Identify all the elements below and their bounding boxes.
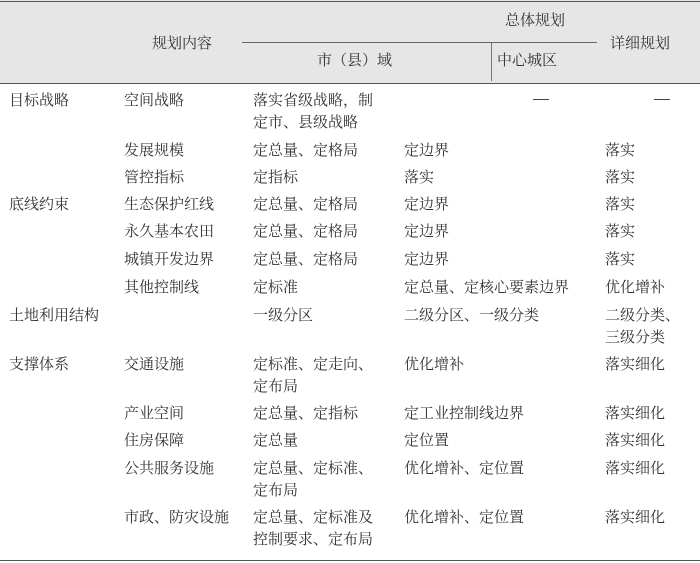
item-label: 交通设施: [124, 355, 185, 373]
city-cell: 定总量: [253, 431, 299, 449]
city-cell-line2: 定布局: [253, 481, 299, 499]
center-cell: 定边界: [404, 195, 450, 213]
header-detailed-plan: 详细规划: [610, 34, 671, 52]
center-cell: 定工业控制线边界: [404, 404, 525, 422]
city-cell: 定标准: [253, 278, 299, 296]
detail-cell: 二级分类、: [605, 306, 681, 324]
city-cell-line2: 控制要求、定布局: [253, 530, 374, 548]
city-cell: 定标准、定走向、: [253, 355, 374, 373]
center-cell: 定位置: [404, 431, 450, 449]
item-label: 市政、防灾设施: [124, 508, 230, 526]
detail-cell: 落实: [605, 195, 636, 213]
item-label: 管控指标: [124, 168, 185, 186]
detail-cell: 落实: [605, 141, 636, 159]
detail-cell-dash: [654, 99, 670, 100]
center-cell: 定边界: [404, 222, 450, 240]
item-label: 空间战略: [124, 91, 185, 109]
center-cell: 定总量、定核心要素边界: [404, 278, 570, 296]
group-label: 支撑体系: [9, 355, 70, 373]
header-rule: [0, 83, 700, 84]
center-cell-dash: [533, 99, 549, 100]
city-cell: 定总量、定格局: [253, 195, 359, 213]
item-label: 住房保障: [124, 431, 185, 449]
detail-cell: 落实: [605, 222, 636, 240]
detail-cell: 落实细化: [605, 431, 666, 449]
city-cell: 定总量、定标准及: [253, 508, 374, 526]
item-label: 产业空间: [124, 404, 185, 422]
group-label: 土地利用结构: [9, 306, 100, 324]
detail-cell: 落实: [605, 250, 636, 268]
item-label: 生态保护红线: [124, 195, 215, 213]
detail-cell: 落实细化: [605, 508, 666, 526]
city-cell-line2: 定市、县级战略: [253, 113, 359, 131]
center-cell: 定边界: [404, 141, 450, 159]
header-divider: [491, 43, 492, 81]
center-cell: 定边界: [404, 250, 450, 268]
item-label: 永久基本农田: [124, 222, 215, 240]
item-label: 其他控制线: [124, 278, 200, 296]
detail-cell: 落实: [605, 168, 636, 186]
city-cell: 一级分区: [253, 306, 314, 324]
center-cell: 优化增补、定位置: [404, 459, 525, 477]
group-label: 目标战略: [9, 91, 70, 109]
city-cell: 落实省级战略，制: [253, 91, 374, 109]
city-cell: 定指标: [253, 168, 299, 186]
center-cell: 优化增补、定位置: [404, 508, 525, 526]
header-content: 规划内容: [152, 34, 213, 52]
bottom-rule: [0, 560, 700, 561]
detail-cell: 落实细化: [605, 459, 666, 477]
city-cell-line2: 定布局: [253, 377, 299, 395]
top-rule: [0, 1, 700, 2]
detail-cell: 落实细化: [605, 404, 666, 422]
city-cell: 定总量、定指标: [253, 404, 359, 422]
item-label: 发展规模: [124, 141, 185, 159]
detail-cell-line2: 三级分类: [605, 328, 666, 346]
item-label: 城镇开发边界: [124, 250, 215, 268]
center-cell: 落实: [404, 168, 435, 186]
header-center-city: 中心城区: [497, 51, 558, 69]
center-cell: 二级分区、一级分类: [404, 306, 540, 324]
group-label: 底线约束: [9, 195, 70, 213]
detail-cell: 优化增补: [605, 278, 666, 296]
center-cell: 优化增补: [404, 355, 465, 373]
city-cell: 定总量、定格局: [253, 141, 359, 159]
city-cell: 定总量、定格局: [253, 222, 359, 240]
header-city-county: 市（县）域: [317, 51, 393, 69]
item-label: 公共服务设施: [124, 459, 215, 477]
city-cell: 定总量、定标准、: [253, 459, 374, 477]
city-cell: 定总量、定格局: [253, 250, 359, 268]
overall-plan-subrule: [242, 42, 597, 43]
detail-cell: 落实细化: [605, 355, 666, 373]
header-overall-plan: 总体规划: [505, 11, 566, 29]
